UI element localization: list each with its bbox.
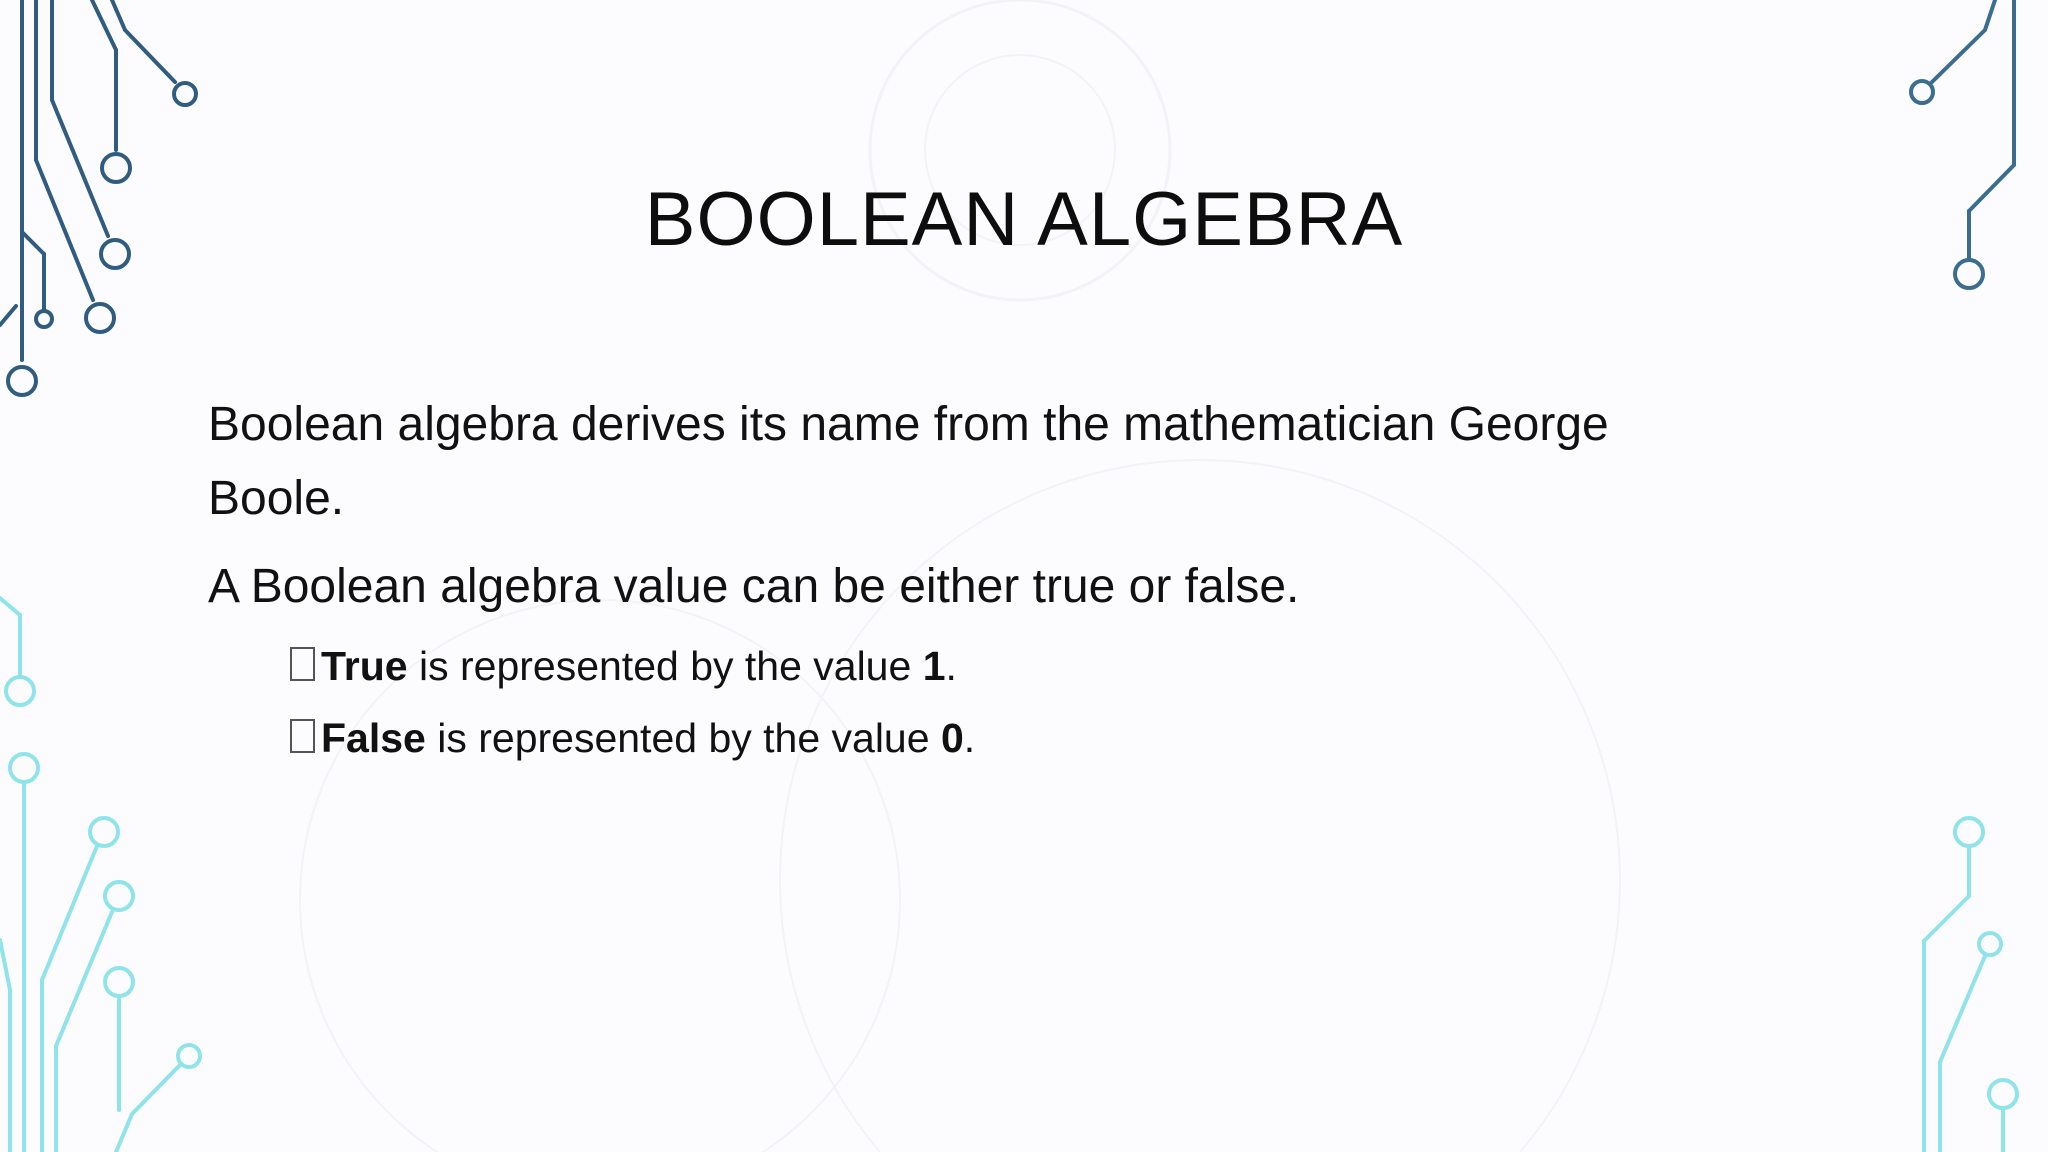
- bullet-box-icon: [290, 647, 315, 681]
- bullet-true: [290, 630, 1768, 702]
- bottom-left-circuit: [0, 598, 200, 1152]
- bullet-text: is represented by the value: [425, 715, 941, 761]
- bullet-term: False: [321, 715, 426, 761]
- bullet-value: 0: [940, 715, 964, 761]
- bullet-box-icon: [290, 719, 315, 753]
- bullet-text: is represented by the value: [407, 643, 923, 689]
- slide-title: BOOLEAN ALGEBRA: [644, 177, 1404, 262]
- bottom-right-circuit: [1924, 818, 2017, 1152]
- bullet-false: [290, 702, 1768, 774]
- paragraph-values: A Boolean algebra value can be either true or false.: [208, 560, 1300, 613]
- bullet-end: .: [963, 715, 976, 761]
- bullet-end: .: [945, 643, 957, 689]
- bullet-term: True: [321, 643, 408, 689]
- slide-body: [208, 388, 1768, 774]
- bullet-value: 1: [922, 643, 946, 689]
- paragraph-origin: Boolean algebra derives its name from the mathematician George Boole.: [208, 398, 1609, 525]
